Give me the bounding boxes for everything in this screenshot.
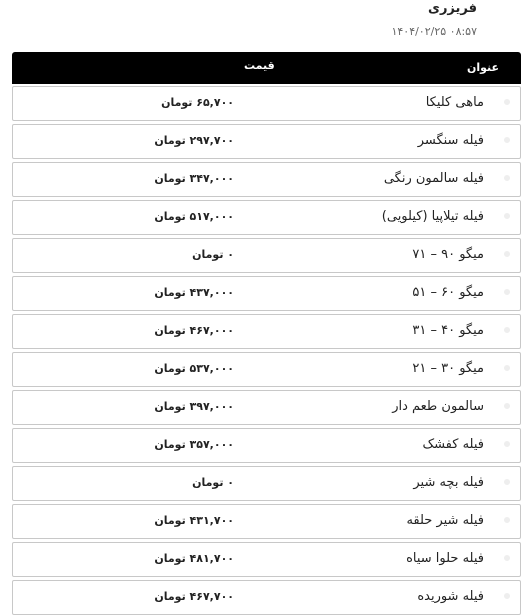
product-title: فیله سالمون رنگی bbox=[383, 171, 484, 186]
row-marker-icon bbox=[504, 175, 510, 181]
product-price: ۴۳۷,۰۰۰ تومان bbox=[154, 286, 234, 299]
product-title: فیله تیلاپیا (کیلویی) bbox=[381, 209, 484, 224]
product-title: فیله سنگسر bbox=[417, 133, 484, 148]
table-header bbox=[12, 52, 521, 84]
row-marker-icon bbox=[504, 593, 510, 599]
row-marker-icon bbox=[504, 289, 510, 295]
product-price: ۰ تومان bbox=[192, 476, 234, 489]
table-row[interactable] bbox=[12, 352, 521, 387]
table-body bbox=[12, 86, 521, 615]
table-row[interactable] bbox=[12, 390, 521, 425]
product-title: فیله بچه شیر bbox=[413, 475, 484, 490]
product-title: فیله کفشک bbox=[422, 437, 484, 452]
product-title: میگو ۴۰ – ۳۱ bbox=[412, 323, 484, 338]
product-title: فیله شیر حلقه bbox=[406, 513, 484, 528]
product-price: ۴۶۷,۷۰۰ تومان bbox=[154, 590, 234, 603]
table-row[interactable] bbox=[12, 276, 521, 311]
row-marker-icon bbox=[504, 403, 510, 409]
product-title: فیله شوریده bbox=[417, 589, 484, 604]
table-row[interactable] bbox=[12, 314, 521, 349]
table-row[interactable] bbox=[12, 162, 521, 197]
row-marker-icon bbox=[504, 99, 510, 105]
product-title: میگو ۳۰ – ۲۱ bbox=[412, 361, 484, 376]
table-row[interactable] bbox=[12, 466, 521, 501]
product-title: میگو ۹۰ – ۷۱ bbox=[412, 247, 484, 262]
product-title: میگو ۶۰ – ۵۱ bbox=[412, 285, 484, 300]
table-row[interactable] bbox=[12, 542, 521, 577]
product-price: ۳۴۷,۰۰۰ تومان bbox=[154, 172, 234, 185]
column-header-price: قیمت bbox=[244, 59, 275, 72]
column-header-title: عنوان bbox=[466, 61, 499, 74]
row-marker-icon bbox=[504, 441, 510, 447]
product-price: ۴۳۱,۷۰۰ تومان bbox=[154, 514, 234, 527]
page-header bbox=[391, 0, 477, 40]
product-price: ۴۶۷,۰۰۰ تومان bbox=[154, 324, 234, 337]
product-price: ۰ تومان bbox=[192, 248, 234, 261]
update-timestamp: ۰۸:۵۷ ۱۴۰۴/۰۲/۲۵ bbox=[391, 25, 477, 38]
row-marker-icon bbox=[504, 213, 510, 219]
row-marker-icon bbox=[504, 137, 510, 143]
row-marker-icon bbox=[504, 517, 510, 523]
table-row[interactable] bbox=[12, 580, 521, 615]
row-marker-icon bbox=[504, 479, 510, 485]
product-title: ماهی کلیکا bbox=[425, 95, 484, 110]
product-price: ۲۹۷,۷۰۰ تومان bbox=[154, 134, 234, 147]
table-row[interactable] bbox=[12, 428, 521, 463]
product-price: ۵۳۷,۰۰۰ تومان bbox=[154, 362, 234, 375]
table-row[interactable] bbox=[12, 86, 521, 121]
table-row[interactable] bbox=[12, 238, 521, 273]
page-title: فریزری bbox=[428, 1, 477, 16]
table-row[interactable] bbox=[12, 200, 521, 235]
product-title: سالمون طعم دار bbox=[392, 399, 484, 414]
row-marker-icon bbox=[504, 555, 510, 561]
table-row[interactable] bbox=[12, 504, 521, 539]
row-marker-icon bbox=[504, 251, 510, 257]
row-marker-icon bbox=[504, 365, 510, 371]
row-marker-icon bbox=[504, 327, 510, 333]
table-row[interactable] bbox=[12, 124, 521, 159]
product-title: فیله حلوا سیاه bbox=[406, 551, 484, 566]
product-price: ۳۵۷,۰۰۰ تومان bbox=[154, 438, 234, 451]
price-table bbox=[12, 52, 521, 615]
product-price: ۳۹۷,۰۰۰ تومان bbox=[154, 400, 234, 413]
product-price: ۵۱۷,۰۰۰ تومان bbox=[154, 210, 234, 223]
product-price: ۴۸۱,۷۰۰ تومان bbox=[154, 552, 234, 565]
product-price: ۶۵,۷۰۰ تومان bbox=[161, 96, 234, 109]
